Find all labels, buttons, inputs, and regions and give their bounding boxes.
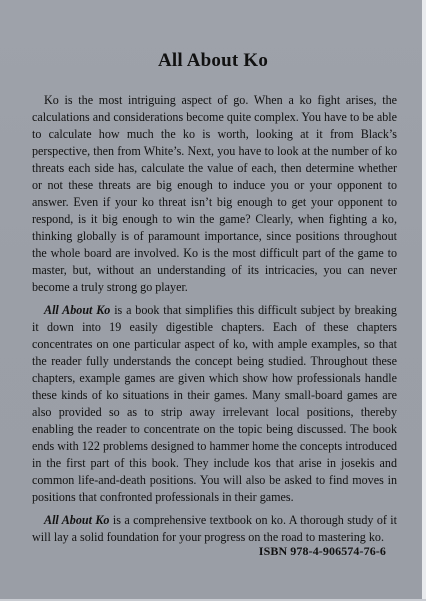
cover-body [32, 92, 397, 552]
paragraph-1 [32, 92, 397, 296]
paragraph-2-text: is a book that simplifies this difficult subject by breaking it down into 19 easily digestible chapters. Each of these chapters concentrates on one particular aspect of ko, with ample examples, so that the reader fully understands the concept being studied. Throughout these chapters, example games are given which show how professionals handle these kinds of ko situations in their games. Many small-board games are also provided so as to strip away irrelevant local positions, thereby enabling the reader to concentrate on the topic being discussed. The book ends with 122 problems designed to hammer home the concepts introduced in the first part of this book. They include kos that arise in josekis and common life-and-death positions. You will also be asked to find moves in positions that confronted professionals in their games. [32, 303, 397, 504]
paragraph-3-book-title: All About Ko [44, 513, 110, 527]
paragraph-3-text: is a comprehensive textbook on ko. A thorough study of it will lay a solid foundation for your progress on the road to mastering ko. [32, 513, 398, 544]
paragraph-3 [32, 512, 397, 546]
paragraph-1-text: Ko is the most intriguing aspect of go. When a ko fight arises, the calculations and considerations become quite complex. You have to be able to calculate how much the ko is worth, looking at it from Black’s perspective, then from White’s. Next, you have to look at the number of ko threats each side has, calculate the value of each, then determine whether or not these threats are big enough to induce you or your opponent to answer. Even if your ko threat isn’t big enough to get your opponent to respond, is it big enough to win the game? Clearly, when fighting a ko, thinking globally is of paramount importance, since positions throughout the whole board are involved. Ko is the most difficult part of the game to master, but, without an understanding of its intricacies, you can never become a truly strong go player. [32, 93, 397, 294]
paragraph-2 [32, 302, 397, 506]
cover-title: All About Ko [157, 50, 269, 71]
paragraph-2-book-title: All About Ko [44, 303, 111, 317]
page-edge-right [422, 0, 426, 601]
isbn-label: ISBN 978-4-906574-76-6 [258, 544, 386, 558]
